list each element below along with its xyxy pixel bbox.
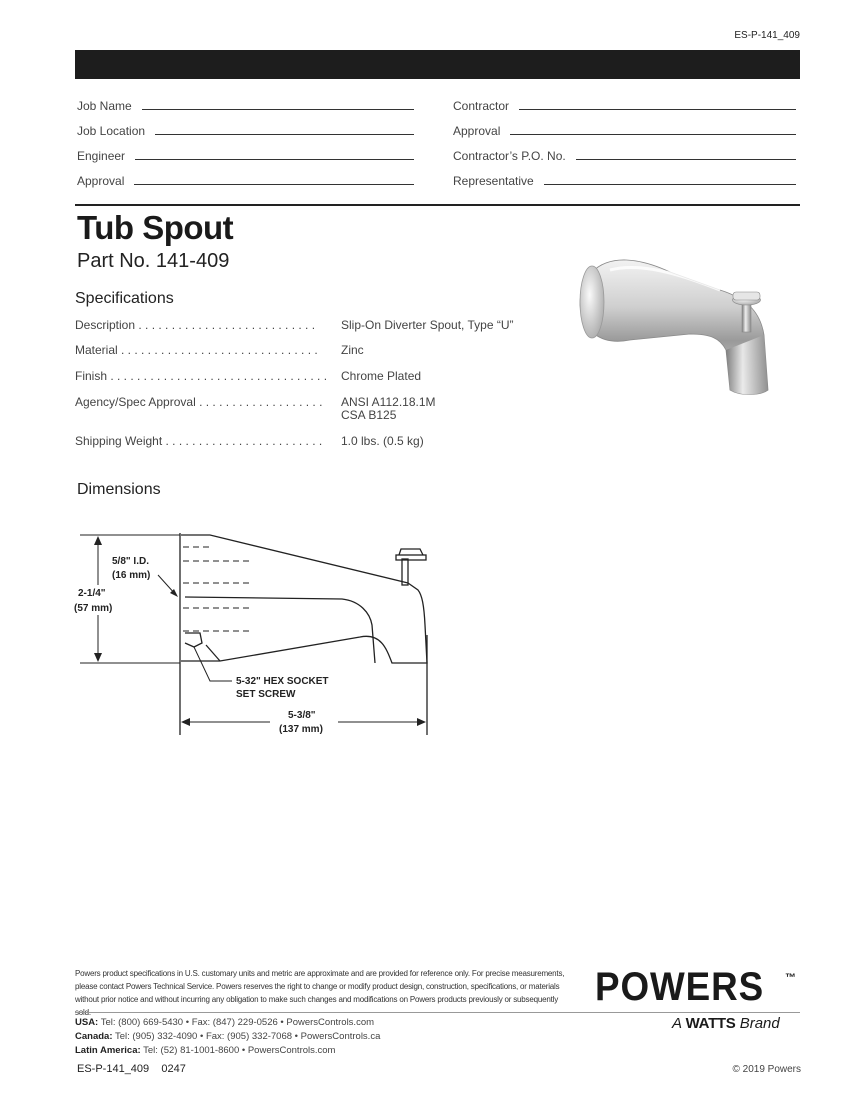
approval-field-right[interactable]: [453, 124, 796, 138]
spec-row-shipping-weight: [75, 434, 424, 448]
id-label: 5/8" I.D.: [112, 556, 149, 567]
document-code: ES-P-141_409: [734, 30, 800, 41]
spec-value: Zinc: [341, 343, 364, 357]
spec-row-finish: [75, 369, 422, 383]
height-label: 2-1/4": [78, 588, 106, 599]
brand-watts: WATTS: [685, 1015, 736, 1032]
dimensions-heading: Dimensions: [77, 481, 161, 498]
copyright: © 2019 Powers: [732, 1064, 801, 1075]
header-bar: [75, 50, 800, 79]
section-divider: [75, 204, 800, 206]
product-title: Tub Spout: [77, 209, 234, 246]
field-label: Engineer: [77, 149, 126, 163]
spec-label: Material . . . . . . . . . . . . . . . . . . . . . . . . . . . . . .: [75, 343, 318, 357]
spec-value: Slip-On Diverter Spout, Type “U”: [341, 318, 514, 332]
contact-label: USA:: [75, 1017, 99, 1028]
specifications-heading: Specifications: [75, 290, 174, 307]
brand-word: Brand: [739, 1015, 780, 1032]
footer-divider: [75, 1012, 800, 1013]
trademark-symbol: ™: [785, 972, 796, 984]
contractor-field[interactable]: [453, 99, 796, 113]
part-number: Part No. 141-409: [77, 250, 230, 272]
contact-text: Tel: (800) 669-5430 • Fax: (847) 229-0526 • PowersControls.com: [100, 1017, 375, 1028]
field-label: Contractor: [453, 99, 510, 113]
dimension-drawing: [70, 525, 450, 745]
field-label: Approval: [77, 174, 125, 188]
contractor-po-field[interactable]: [453, 149, 796, 163]
engineer-field[interactable]: [77, 149, 414, 163]
powers-logo: POWERS: [595, 965, 765, 1009]
watts-brand-tagline: [672, 1015, 780, 1032]
tub-spout-image: [570, 250, 785, 405]
footer-disclaimer: Powers product specifications in U.S. customary units and metric are approximate and are provided for reference only. For precise measurements, please contact Powers Technical Service. Powers reserves the right to change or modify product design, construction, specifications, or materials without prior notice and without incurring any obligation to make such changes and modifications on Powers products previously or subsequently: [75, 969, 565, 1004]
representative-field[interactable]: [453, 174, 796, 188]
screw-label-line1: 5-32" HEX SOCKET: [236, 676, 329, 687]
spec-value: ANSI A112.18.1M: [341, 395, 436, 409]
height-mm-label: (57 mm): [74, 603, 113, 614]
field-label: Job Name: [77, 99, 132, 113]
approval-field-left[interactable]: [77, 174, 414, 188]
spec-value: Chrome Plated: [341, 369, 422, 383]
spec-label: Agency/Spec Approval . . . . . . . . . . . . . . . . . . .: [75, 395, 323, 409]
id-mm-label: (16 mm): [112, 570, 151, 581]
bottom-document-code: ES-P-141_409 0247: [77, 1063, 186, 1075]
contact-text: Tel: (52) 81-1001-8600 • PowersControls.com: [143, 1045, 336, 1056]
contact-text: Tel: (905) 332-4090 • Fax: (905) 332-7068 • PowersControls.ca: [114, 1031, 381, 1042]
contact-label: Latin America:: [75, 1045, 141, 1056]
spec-label: Shipping Weight . . . . . . . . . . . . . . . . . . . . . . . .: [75, 434, 323, 448]
spec-row-agency-approval: [75, 395, 436, 422]
spec-value-2: CSA B125: [341, 408, 397, 422]
length-label: 5-3/8": [288, 710, 316, 721]
contact-latin-america: [75, 1045, 335, 1056]
field-label: Approval: [453, 124, 501, 138]
spec-value: 1.0 lbs. (0.5 kg): [341, 434, 424, 448]
field-label: Job Location: [77, 124, 146, 138]
brand-a: A: [672, 1015, 682, 1032]
field-label: Representative: [453, 174, 534, 188]
job-location-field[interactable]: [77, 124, 414, 138]
spec-label: Description . . . . . . . . . . . . . . . . . . . . . . . . . . .: [75, 318, 316, 332]
contact-usa: [75, 1017, 374, 1028]
contact-label: Canada:: [75, 1031, 113, 1042]
spec-label: Finish . . . . . . . . . . . . . . . . . . . . . . . . . . . . . . . . .: [75, 369, 328, 383]
contact-canada: [75, 1031, 380, 1042]
length-mm-label: (137 mm): [279, 724, 323, 735]
field-label: Contractor’s P.O. No.: [453, 149, 566, 163]
spec-row-material: [75, 343, 364, 357]
spec-row-description: [75, 318, 514, 332]
screw-label-line2: SET SCREW: [236, 689, 296, 700]
job-name-field[interactable]: [77, 99, 414, 113]
